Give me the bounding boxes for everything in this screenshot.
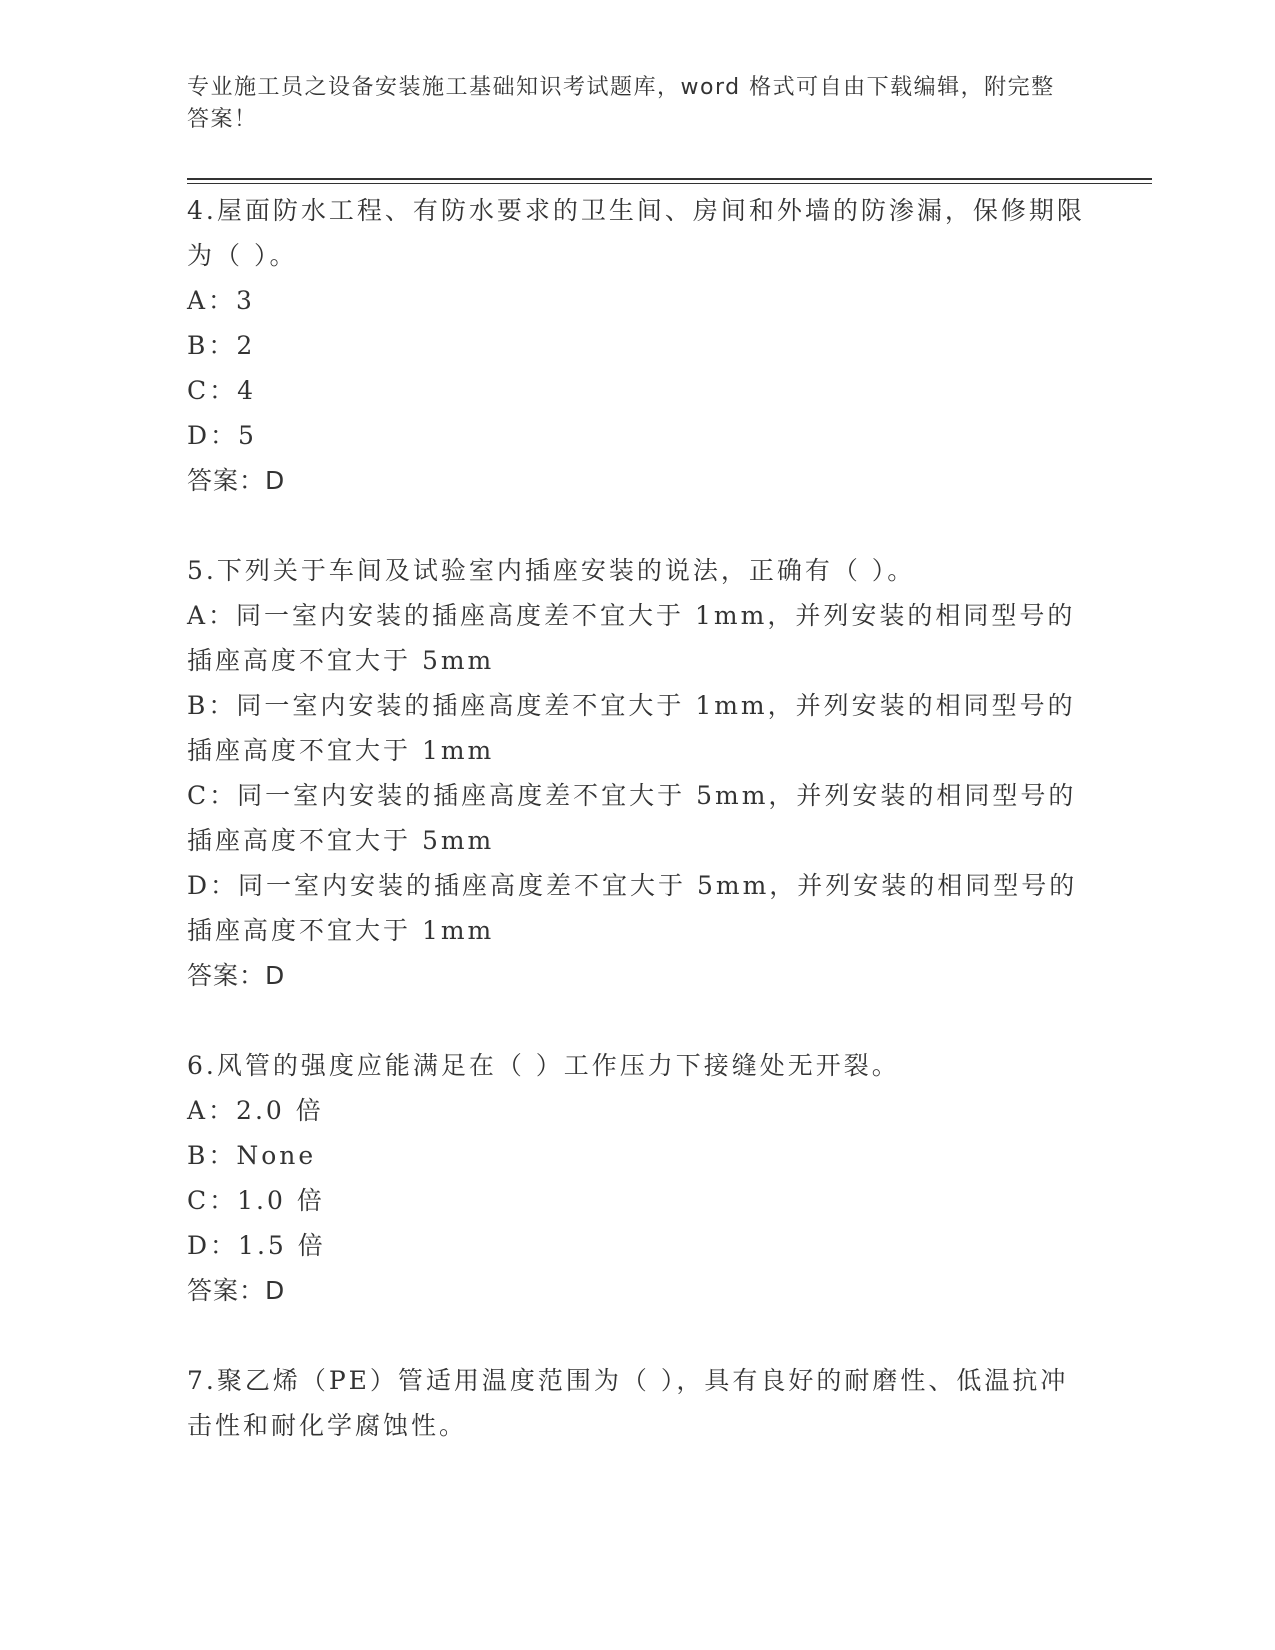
question-text: 6.风管的强度应能满足在（ ）工作压力下接缝处无开裂。 (187, 1051, 900, 1080)
option-a: A：2.0 倍 (187, 1096, 324, 1125)
option-b: B：None (187, 1141, 317, 1170)
option-d: D：同一室内安装的插座高度差不宜大于 5mm，并列安装的相同型号的插座高度不宜大于 1mm (187, 871, 1078, 945)
header-divider-thin (187, 183, 1152, 184)
answer: 答案：D (187, 466, 286, 495)
option-b: B：2 (187, 331, 256, 360)
answer: 答案：D (187, 961, 286, 990)
option-d: D：1.5 倍 (187, 1231, 326, 1260)
question-text: 5.下列关于车间及试验室内插座安装的说法，正确有（ ）。 (187, 556, 916, 585)
question-spacer (187, 998, 1087, 1043)
question-list (187, 188, 1087, 1448)
header-divider-thick (187, 178, 1152, 180)
document-header: 专业施工员之设备安装施工基础知识考试题库，word 格式可自由下载编辑，附完整答案！ (187, 75, 1055, 132)
question-spacer (187, 1313, 1087, 1358)
question-text: 4.屋面防水工程、有防水要求的卫生间、房间和外墙的防渗漏，保修期限为（ ）。 (187, 196, 1085, 270)
option-a: A：3 (187, 286, 255, 315)
option-c: C：同一室内安装的插座高度差不宜大于 5mm，并列安装的相同型号的插座高度不宜大于 5mm (187, 781, 1077, 855)
question-7 (187, 1358, 1087, 1448)
option-d: D：5 (187, 421, 257, 450)
question-5 (187, 548, 1087, 998)
option-c: C：4 (187, 376, 257, 405)
question-spacer (187, 503, 1087, 548)
answer: 答案：D (187, 1276, 286, 1305)
question-4 (187, 188, 1087, 503)
option-b: B：同一室内安装的插座高度差不宜大于 1mm，并列安装的相同型号的插座高度不宜大于 1mm (187, 691, 1076, 765)
question-6 (187, 1043, 1087, 1313)
option-c: C：1.0 倍 (187, 1186, 325, 1215)
option-a: A：同一室内安装的插座高度差不宜大于 1mm，并列安装的相同型号的插座高度不宜大于 5mm (187, 601, 1076, 675)
question-text: 7.聚乙烯（PE）管适用温度范围为（ ），具有良好的耐磨性、低温抗冲击性和耐化学腐蚀性。 (187, 1366, 1069, 1440)
